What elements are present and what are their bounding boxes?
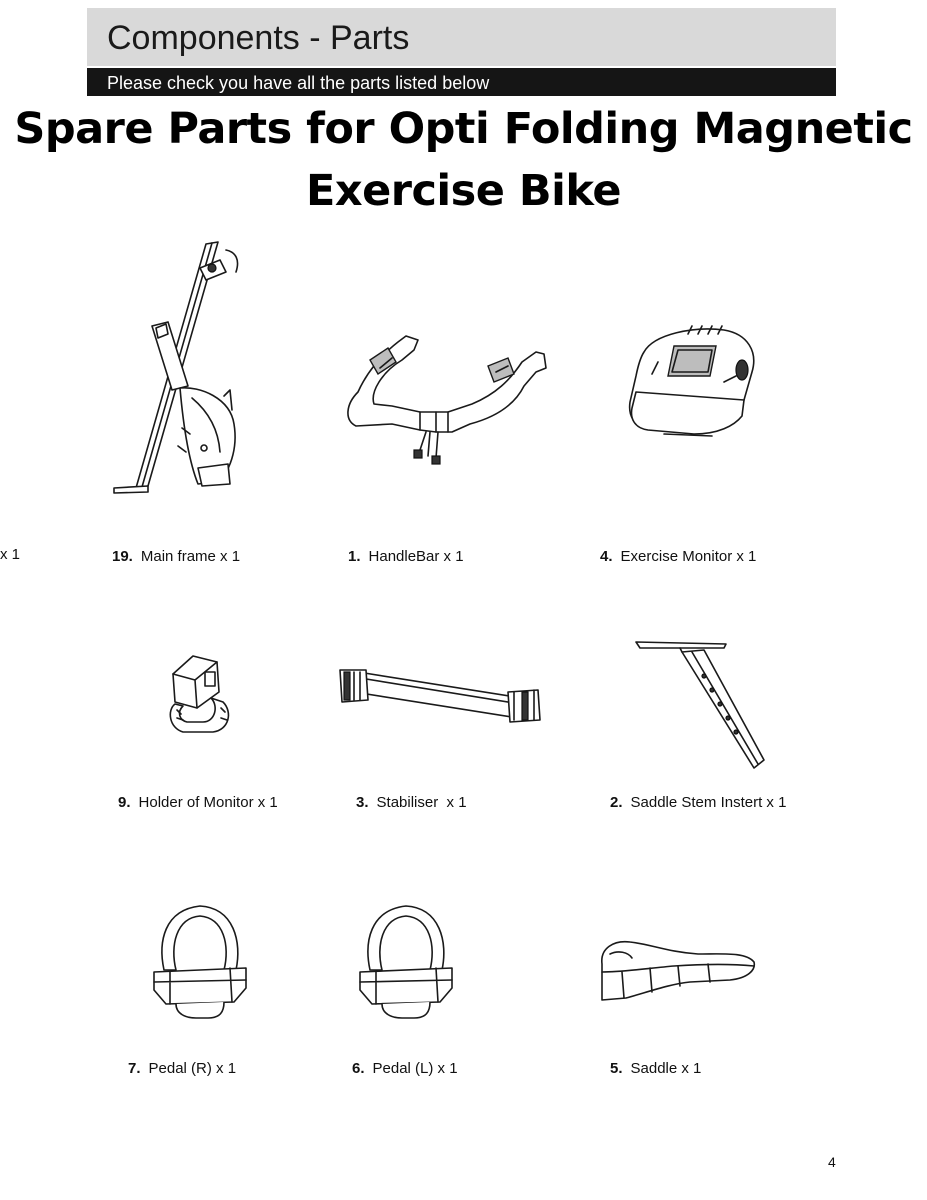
part-label-pedal-left: 6. Pedal (L) x 1: [352, 1060, 458, 1077]
part-label-exercise-monitor: 4. Exercise Monitor x 1: [600, 548, 757, 565]
pedal-left-icon: [356, 902, 456, 1022]
header-bar: [87, 8, 836, 66]
header-title: Components - Parts: [107, 19, 410, 57]
monitor-holder-icon: [165, 652, 237, 736]
page-number: 4: [828, 1154, 836, 1170]
stray-quantity-text: x 1: [0, 546, 21, 563]
part-label-handlebar: 1. HandleBar x 1: [348, 548, 464, 565]
exercise-monitor-icon: [624, 322, 759, 440]
saddle-stem-icon: [632, 638, 772, 772]
main-frame-icon: [108, 238, 253, 498]
part-label-stabiliser: 3. Stabiliser x 1: [356, 794, 467, 811]
pedal-right-icon: [150, 902, 250, 1022]
part-label-main-frame: 19. Main frame x 1: [112, 548, 241, 565]
part-label-saddle-stem: 2. Saddle Stem Instert x 1: [610, 794, 787, 811]
part-label-monitor-holder: 9. Holder of Monitor x 1: [118, 794, 278, 811]
subheader-text: Please check you have all the parts listed below: [107, 73, 490, 93]
saddle-icon: [594, 934, 758, 1004]
handlebar-icon: [340, 332, 552, 474]
subheader-bar: [87, 68, 836, 96]
part-label-saddle: 5. Saddle x 1: [610, 1060, 702, 1077]
stabiliser-icon: [336, 664, 546, 726]
page-title: Spare Parts for Opti Folding Magnetic Exercise Bike: [14, 104, 913, 216]
part-label-pedal-right: 7. Pedal (R) x 1: [128, 1060, 237, 1077]
